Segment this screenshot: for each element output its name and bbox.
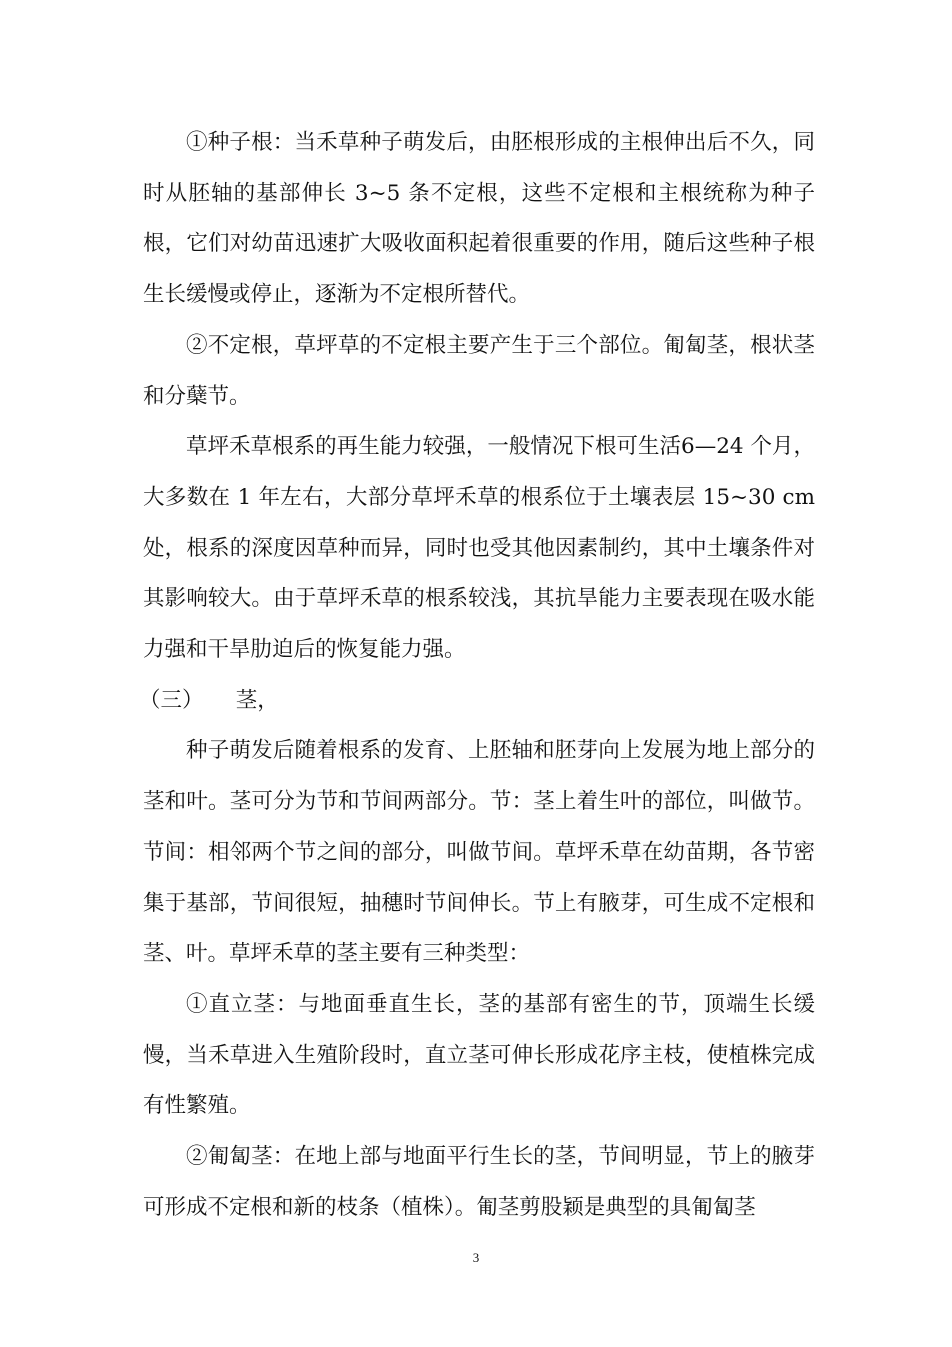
paragraph-seminal-roots: ①种子根：当禾草种子萌发后，由胚根形成的主根伸出后不久，同时从胚轴的基部伸长 3~5 条不定根，这些不定根和主根统称为种子根，它们对幼苗迅速扩大吸收面积起着很重要的作用，随后这些种子根生长缓慢或停止，逐渐为不定根所替代。 [143, 130, 815, 308]
paragraph-erect-stem: ①直立茎：与地面垂直生长，茎的基部有密生的节，顶端生长缓慢，当禾草进入生殖阶段时，直立茎可伸长形成花序主枝，使植株完成有性繁殖。 [143, 991, 815, 1119]
paragraph-root-regeneration: 草坪禾草根系的再生能力较强，一般情况下根可生活6—24 个月，大多数在 1 年左右，大部分草坪禾草的根系位于土壤表层 15~30 cm处，根系的深度因草种而异，同时也受其他因素制约，其中土壤条件对其影响较大。由于草坪禾草的根系较浅，其抗旱能力主要表现在吸水能力强和干旱肋迫后的恢复能力强。 [143, 434, 815, 663]
paragraph-stolon: ②匍匐茎：在地上部与地面平行生长的茎，节间明显，节上的腋芽可形成不定根和新的枝条（植株）。匍茎剪股颖是典型的具匍匐茎 [143, 1144, 815, 1220]
paragraph-adventitious-roots: ②不定根，草坪草的不定根主要产生于三个部位。匍匐茎，根状茎和分蘖节。 [143, 332, 815, 409]
page-body [139, 118, 815, 1233]
paragraph-stem-intro: 种子萌发后随着根系的发育、上胚轴和胚芽向上发展为地上部分的茎和叶。茎可分为节和节间两部分。节：茎上着生叶的部位，叫做节。节间：相邻两个节之间的部分，叫做节间。草坪禾草在幼苗期，各节密集于基部，节间很短，抽穗时节间伸长。节上有腋芽，可生成不定根和茎、叶。草坪禾草的茎主要有三种类型： [143, 738, 815, 967]
section-heading-stem: （三） 茎， [139, 687, 279, 713]
page-number: 3 [472, 1250, 480, 1265]
